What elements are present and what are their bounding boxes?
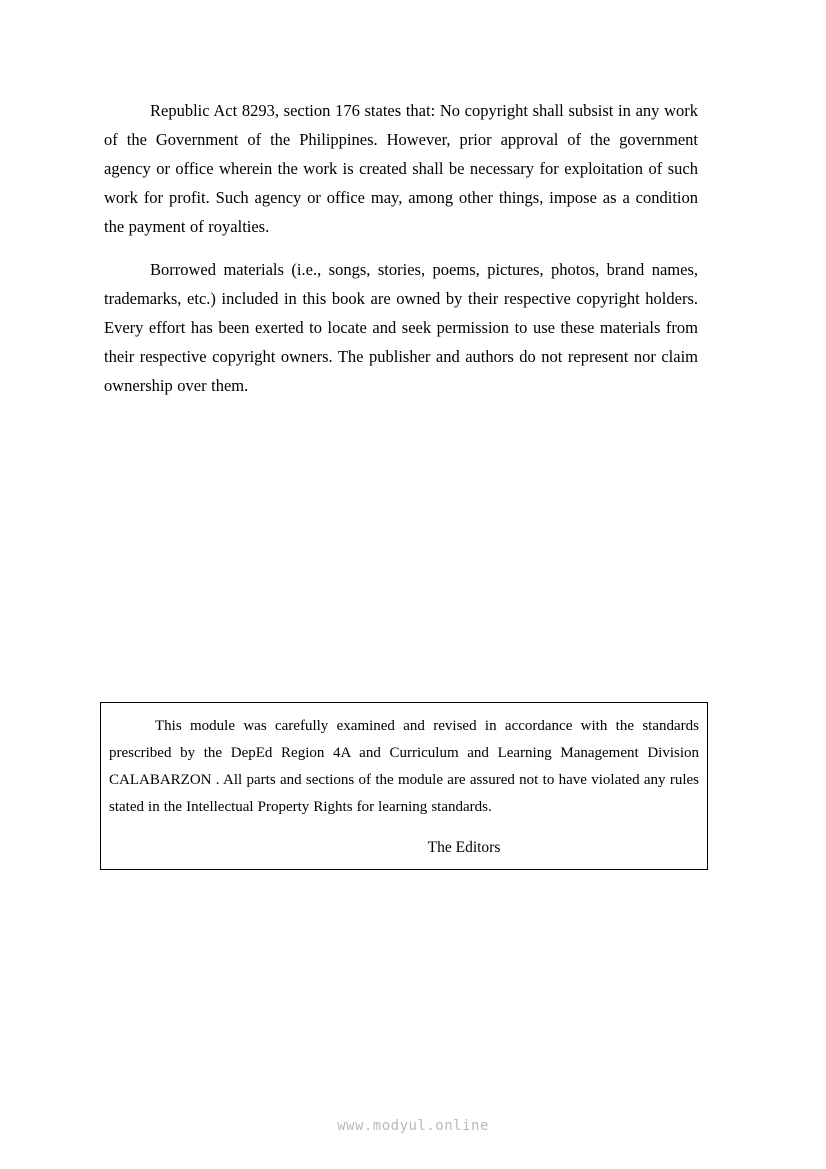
editors-signature: The Editors bbox=[427, 839, 501, 856]
site-watermark: www.modyul.online bbox=[337, 1118, 489, 1134]
copyright-paragraph-2: Borrowed materials (i.e., songs, stories, poems, pictures, photos, brand names, trademarks, etc.) included in this book are owned by their respective copyright holders. Every effort has been exerted to locate and seek permission to use these materials from their respective copyright owners. The publisher and authors do not represent nor claim ownership over them. bbox=[104, 260, 698, 395]
editors-statement-text: This module was carefully examined and revised in accordance with the standards prescribed by the DepEd Region 4A and Curriculum and Learning Management Division CALABARZON . All parts and sections of the module are assured not to have violated any rules stated in the Intellectual Property Rights for learning standards. bbox=[109, 718, 699, 815]
copyright-paragraph-1: Republic Act 8293, section 176 states that: No copyright shall subsist in any work of the Government of the Philippines. However, prior approval of the government agency or office wherein the work is created shall be necessary for exploitation of such work for profit. Such agency or office may, among other things, impose as a condition the payment of royalties. bbox=[104, 101, 698, 236]
copyright-notice-section bbox=[104, 96, 698, 400]
editors-statement-box bbox=[100, 702, 708, 870]
